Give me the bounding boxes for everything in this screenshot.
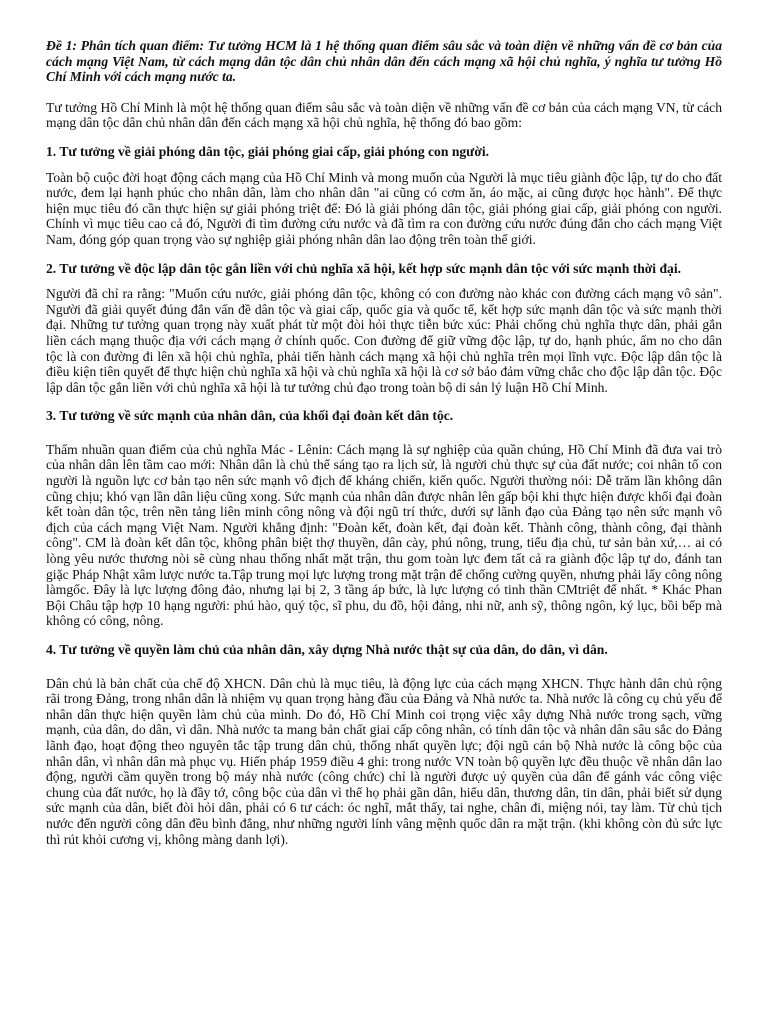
section-4 bbox=[46, 642, 722, 847]
section-3-heading: 3. Tư tưởng về sức mạnh của nhân dân, của khối đại đoàn kết dân tộc. bbox=[46, 408, 454, 424]
section-2-heading: 2. Tư tưởng về độc lập dân tộc gắn liền với chủ nghĩa xã hội, kết hợp sức mạnh dân tộc với sức mạnh thời đại. bbox=[46, 260, 682, 276]
intro-paragraph: Tư tưởng Hồ Chí Minh là một hệ thống quan điểm sâu sắc và toàn diện về những vấn đề cơ bản của cách mạng VN, từ cách mạng dân tộc dân chủ nhân dân đến cách mạng xã hội chủ nghĩa, hệ thống đó bao gồm: bbox=[46, 99, 722, 131]
section-4-heading: 4. Tư tưởng về quyền làm chủ của nhân dân, xây dựng Nhà nước thật sự của dân, do dân, vì dân. bbox=[46, 642, 608, 657]
section-3 bbox=[46, 408, 722, 629]
spacer bbox=[46, 434, 722, 442]
section-1-heading: 1. Tư tưởng về giải phóng dân tộc, giải phóng giai cấp, giải phóng con người. bbox=[46, 143, 490, 159]
document-title: Đề 1: Phân tích quan điểm: Tư tưởng HCM là 1 hệ thống quan điểm sâu sắc và toàn diện về những vấn đề cơ bản của cách mạng Việt Nam, từ cách mạng dân tộc dân chủ nhân dân đến cách mạng xã hội chủ nghĩa, ý nghĩa tư tưởng Hồ Chí Minh với cách mạng nước ta. bbox=[46, 38, 722, 85]
section-3-body: Thấm nhuần quan điểm của chủ nghĩa Mác - Lênin: Cách mạng là sự nghiệp của quần chúng, Hồ Chí Minh đã đưa vai trò của nhân dân lên tầm cao mới: Nhân dân là chủ thể sáng tạo ra lịch sử, là người chủ thực sự của đất nước; coi nhân tố con người là nguồn lực cơ bản tạo nên sức mạnh vô địch để kháng chiến, kiến quốc. Người thường nói: Dễ trăm lần không dân cũng chịu; khó vạn lần dân liệu cũng xong. Sức mạnh của nhân dân được nhân lên gấp bội khi thực hiện được khối đại đoàn kết toàn dân tộc, trên nền tảng liên minh công nông và đội ngũ trí thức, dưới sự lãnh đạo của Đảng tạo nên sức mạnh vô địch của cách mạng Việt Nam. Người khẳng định: "Đoàn kết, đoàn kết, đại đoàn kết. Thành công, thành công, đại thành công". CM là đoàn kết dân tộc, không phân biệt thợ thuyền, dân cày, phú nông, trung, tiểu địa chủ, tư sản bản xứ,… ai có lòng yêu nước thương nòi sẽ cùng nhau thống nhất mặt trận, thu gom toàn lực đem tất cả ra giành độc lập tự do, đánh tan giặc Pháp Nhật xâm lược nước ta.Tập trung mọi lực lượng trong mặt trận để chống cường quyền, nhưng phải lấy công nông làmgốc. Đây là lực lượng đông đảo, nhưng lại bị 2, 3 tầng áp bức, là lực lượng có tinh thần CMtriệt để nhất. * Khác Phan Bội Châu tập hợp 10 hạng người: phú hào, quý tộc, sĩ phu, du đồ, hội đảng, nhi nữ, anh sỹ, thông ngôn, ký lục, bồi bếp mà không có công, nông. bbox=[46, 441, 722, 629]
section-1 bbox=[46, 144, 722, 248]
section-1-body: Toàn bộ cuộc đời hoạt động cách mạng của Hồ Chí Minh và mong muốn của Người là mục tiêu giành độc lập, tự do cho đất nước, đem lại hạnh phúc cho nhân dân, làm cho nhân dân "ai cũng có cơm ăn, áo mặc, ai cũng được học hành". Để thực hiện mục tiêu đó cần thực hiện sự giải phóng triệt để: Đó là giải phóng dân tộc, giải phóng giai cấp, giải phóng con người. Chính vì mục tiêu cao cả đó, Người đi tìm đường cứu nước và đã tìm ra con đường cứu nước đúng đắn cho cách mạng Việt Nam, đóng góp quan trọng vào sự nghiệp giải phóng nhân dân lao động trên toàn thế giới. bbox=[46, 169, 722, 247]
section-2-body: Người đã chỉ ra rằng: "Muốn cứu nước, giải phóng dân tộc, không có con đường nào khác con đường cách mạng vô sản". Người đã giải quyết đúng đắn vấn đề dân tộc và giai cấp, quốc gia và quốc tế, kết hợp sức mạnh dân tộc và sức mạnh thời đại. Những tư tưởng quan trọng này xuất phát từ một đòi hỏi thực tiễn bức xúc: Phải chống chủ nghĩa thực dân, phải gắn liền cách mạng thuộc địa với cách mạng ở chính quốc. Con đường để giữ vững độc lập, tự do, hạnh phúc, ấm no cho dân tộc là con đường đi lên xã hội chủ nghĩa, phải tiến hành cách mạng xã hội chủ nghĩa trên mọi lĩnh vực. Độc lập dân tộc là điều kiện tiên quyết để thực hiện chủ nghĩa xã hội và chủ nghĩa xã hội là cơ sở bảo đảm vững chắc cho độc lập dân tộc. Độc lập dân tộc gắn liền với chủ nghĩa xã hội là tư tưởng chủ đạo trong toàn bộ di sản lý luận Hồ Chí Minh. bbox=[46, 286, 722, 395]
spacer bbox=[46, 668, 722, 676]
section-2 bbox=[46, 261, 722, 396]
section-4-body: Dân chủ là bản chất của chế độ XHCN. Dân chủ là mục tiêu, là động lực của cách mạng XHCN. Thực hành dân chủ rộng rãi trong Đảng, trong nhân dân là nhiệm vụ quan trọng hàng đầu của Đảng và Nhà nước ta. Nhà nước là công cụ chủ yếu để nhân dân thực hiện quyền làm chủ của mình. Do đó, Hồ Chí Minh coi trọng việc xây dựng Nhà nước trong sạch, vững mạnh, của dân, do dân, vì dân. Nhà nước ta mang bản chất giai cấp công nhân, có tính dân tộc và nhân dân sâu sắc do Đảng lãnh đạo, hoạt động theo nguyên tắc tập trung dân chủ, thống nhất quyền lực; đội ngũ cán bộ Nhà nước là công bộc của nhân dân, vì nhân dân mà phục vụ. Hiến pháp 1959 điều 4 ghi: trong nước VN toàn bộ quyền lực đều thuộc về nhân dân lao động, người cầm quyền trong bộ máy nhà nước (công chức) chỉ là người được uỷ quyền của dân để gánh vác công việc chung của đất nước, họ là đầy tớ, công bộc của dân vì thế họ phải gần dân, hiểu dân, thương dân, tin dân, phải biết sử dụng sức mạnh của dân, biết đòi hỏi dân, phải có 6 tư cách: óc nghĩ, mắt thấy, tai nghe, chân đi, miệng nói, tay làm. Từ chủ tịch nước đến người công dân đều bình đẳng, như những người lính vâng mệnh quốc dân ra mặt trận. (khi không còn đủ sức lực thì rút khỏi cương vị, không màng danh lợi). bbox=[46, 675, 722, 847]
